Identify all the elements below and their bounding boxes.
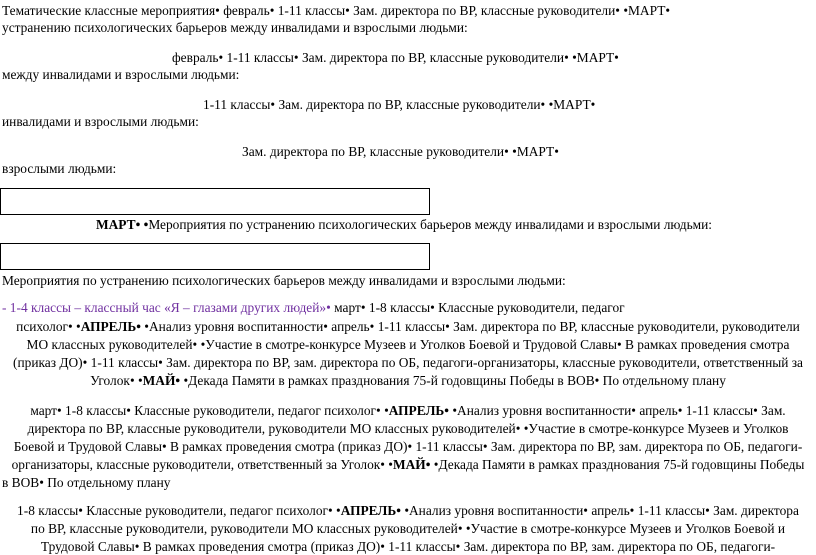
month-label: МАРТ• •: [96, 217, 149, 232]
text-line: [0, 402, 816, 419]
activity-link[interactable]: - 1-4 классы – классный час «Я – глазами других людей»•: [2, 300, 331, 315]
text-span: •Анализ уровня воспитанности• апрель• 1-11 классы• Зам. директора: [400, 503, 799, 518]
month-label: АПРЕЛЬ•: [388, 403, 449, 418]
text-line: по ВР, классные руководители, руководители МО классных руководителей• •Участие в смотре-конкурсе Музеев и Уголков Боевой и: [30, 521, 786, 536]
text-line: [0, 456, 816, 473]
text-line: [0, 502, 816, 519]
text-span: Мероприятия по устранению психологических барьеров между инвалидами и взрослыми людьми:: [148, 217, 713, 232]
empty-box: [0, 243, 430, 270]
text-span: психолог• •: [16, 319, 81, 334]
empty-box: [0, 188, 430, 215]
text-span: 1-8 классы• Классные руководители, педагог психолог• •: [17, 503, 341, 518]
text-span: •Декада Памяти в рамках празднования 75-й годовщины Победы: [430, 457, 805, 472]
month-label: МАЙ•: [142, 373, 181, 388]
text-line: (приказ ДО)• 1-11 классы• Зам. директора по ВР, зам. директора по ОБ, педагоги-организаторы, классные руководители, ответственный за: [13, 355, 803, 370]
text-line: инвалидами и взрослыми людьми:: [2, 114, 199, 129]
month-label: АПРЕЛЬ•: [80, 319, 141, 334]
month-label: АПРЕЛЬ•: [340, 503, 401, 518]
text-span: Уголок• •: [90, 373, 143, 388]
text-line: февраль• 1-11 классы• Зам. директора по ВР, классные руководители• •МАРТ•: [172, 50, 619, 65]
text-line: Тематические классные мероприятия• февраль• 1-11 классы• Зам. директора по ВР, классные руководители• •МАРТ•: [2, 3, 671, 18]
text-span: организаторы, классные руководители, ответственный за Уголок• •: [11, 457, 393, 472]
text-line: директора по ВР, классные руководители, руководители МО классных руководителей• •Участие в смотре-конкурсе Музеев и Уголков: [27, 421, 789, 436]
text-line: [96, 216, 712, 233]
text-span: •Декада Памяти в рамках празднования 75-й годовщины Победы в ВОВ• По отдельному плану: [180, 373, 726, 388]
month-label: МАЙ•: [393, 457, 431, 472]
text-span: март• 1-8 классы• Классные руководители, педагог: [330, 300, 625, 315]
text-line: Боевой и Трудовой Славы• В рамках проведения смотра (приказ ДО)• 1-11 классы• Зам. директора по ВР, зам. директора по ОБ, педагоги-: [13, 439, 803, 454]
text-line: взрослыми людьми:: [2, 161, 117, 176]
text-span: •Анализ уровня воспитанности• апрель• 1-11 классы• Зам. директора по ВР, классные руководители, руководители: [140, 319, 800, 334]
text-line: МО классных руководителей• •Участие в смотре-конкурсе Музеев и Уголков Боевой и Трудовой Славы• В рамках проведения смотра: [26, 337, 790, 352]
text-span: март• 1-8 классы• Классные руководители, педагог психолог• •: [30, 403, 389, 418]
text-line: [0, 318, 816, 335]
text-line: 1-11 классы• Зам. директора по ВР, классные руководители• •МАРТ•: [203, 97, 596, 112]
text-line: устранению психологических барьеров между инвалидами и взрослыми людьми:: [2, 20, 468, 35]
section-title: Мероприятия по устранению психологических барьеров между инвалидами и взрослыми людьми:: [2, 273, 566, 288]
text-line: в ВОВ• По отдельному плану: [2, 475, 171, 490]
text-line: Трудовой Славы• В рамках проведения смотра (приказ ДО)• 1-11 классы• Зам. директора по ВР, зам. директора по ОБ, педагоги-: [40, 539, 776, 554]
text-line: [0, 372, 816, 389]
text-line: между инвалидами и взрослыми людьми:: [2, 67, 240, 82]
text-span: •Анализ уровня воспитанности• апрель• 1-11 классы• Зам.: [448, 403, 786, 418]
text-line: Зам. директора по ВР, классные руководители• •МАРТ•: [242, 144, 559, 159]
text-line: [2, 299, 625, 316]
